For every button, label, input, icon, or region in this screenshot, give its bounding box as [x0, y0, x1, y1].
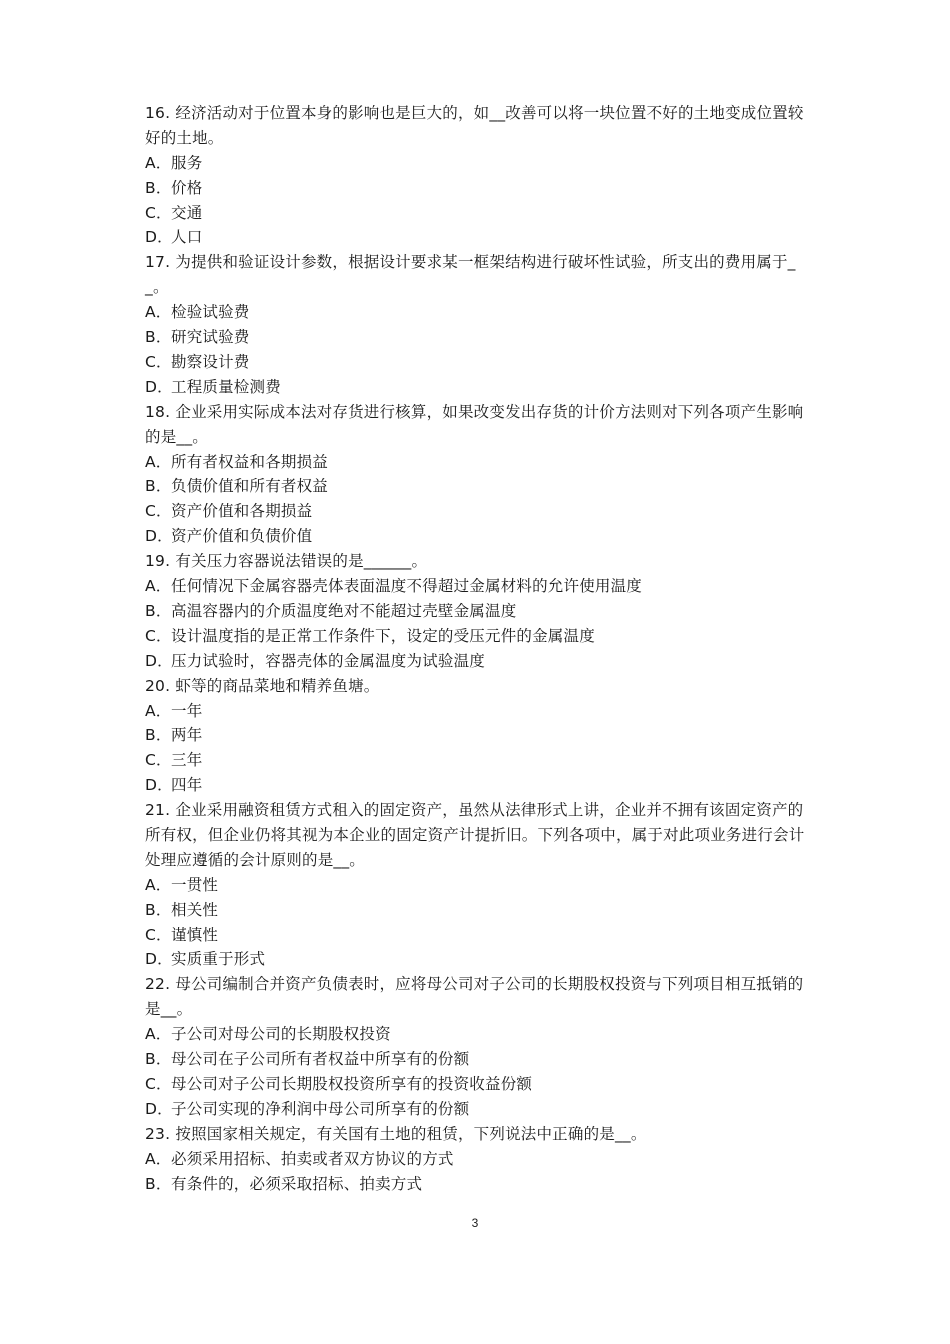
question-23-option-b — [145, 1172, 817, 1197]
option-text: 检验试验费 — [171, 303, 250, 322]
option-letter: A． — [145, 153, 172, 172]
option-letter: A． — [145, 303, 172, 322]
question-18-text: 18. 企业采用实际成本法对存货进行核算，如果改变发出存货的计价方法则对下列各项产生影响的是__。 — [145, 402, 804, 446]
question-22-option-a — [145, 1022, 817, 1047]
option-text: 任何情况下金属容器壳体表面温度不得超过金属材料的允许使用温度 — [171, 577, 643, 596]
question-22-option-c — [145, 1072, 817, 1097]
option-text: 设计温度指的是正常工作条件下，设定的受压元件的金属温度 — [171, 626, 595, 645]
question-18-option-a — [145, 450, 817, 475]
option-letter: B． — [145, 1050, 172, 1069]
option-text: 子公司实现的净利润中母公司所享有的份额 — [171, 1099, 470, 1118]
option-text: 人口 — [171, 228, 203, 247]
question-23-text: 23. 按照国家相关规定，有关国有土地的租赁，下列说法中正确的是__。 — [145, 1124, 647, 1143]
option-text: 资产价值和负债价值 — [171, 527, 313, 546]
option-text: 价格 — [171, 178, 203, 197]
option-letter: C． — [145, 751, 172, 770]
question-21-option-a — [145, 873, 817, 898]
question-21-option-b — [145, 898, 817, 923]
question-17-text: 17. 为提供和验证设计参数，根据设计要求某一框架结构进行破坏性试验，所支出的费用属于__。 — [145, 253, 796, 297]
question-17-option-b — [145, 325, 817, 350]
option-letter: C． — [145, 352, 172, 371]
option-letter: A． — [145, 1149, 172, 1168]
option-text: 两年 — [171, 726, 203, 745]
option-text: 子公司对母公司的长期股权投资 — [171, 1025, 391, 1044]
option-text: 母公司在子公司所有者权益中所享有的份额 — [171, 1050, 470, 1069]
question-16-text: 16. 经济活动对于位置本身的影响也是巨大的，如__改善可以将一块位置不好的土地变成位置较好的土地。 — [145, 104, 804, 147]
option-text: 三年 — [171, 751, 203, 770]
question-18-option-d — [145, 524, 817, 549]
question-19-option-b — [145, 599, 817, 624]
option-letter: D． — [145, 776, 173, 795]
page-number: 3 — [471, 1216, 479, 1230]
question-19-option-d — [145, 649, 817, 674]
question-20-text: 20. 虾等的商品菜地和精养鱼塘。 — [145, 676, 380, 695]
question-19-option-c — [145, 624, 817, 649]
option-text: 所有者权益和各期损益 — [171, 452, 329, 471]
option-text: 相关性 — [171, 900, 219, 919]
option-letter: A． — [145, 875, 172, 894]
option-letter: C． — [145, 1074, 172, 1093]
option-text: 必须采用招标、拍卖或者双方协议的方式 — [171, 1149, 454, 1168]
option-text: 勘察设计费 — [171, 352, 250, 371]
option-letter: D． — [145, 527, 173, 546]
option-text: 有条件的，必须采取招标、拍卖方式 — [171, 1174, 423, 1193]
option-text: 资产价值和各期损益 — [171, 502, 313, 521]
option-letter: A． — [145, 701, 172, 720]
option-letter: D． — [145, 950, 173, 969]
question-22-text: 22. 母公司编制合并资产负债表时，应将母公司对子公司的长期股权投资与下列项目相互抵销的是__。 — [145, 975, 804, 1019]
question-21-option-c — [145, 923, 817, 948]
question-19-option-a — [145, 574, 817, 599]
question-22-option-d — [145, 1097, 817, 1122]
question-17-option-c — [145, 350, 817, 375]
option-letter: B． — [145, 1174, 172, 1193]
question-19-text: 19. 有关压力容器说法错误的是______。 — [145, 552, 428, 571]
option-text: 实质重于形式 — [171, 950, 266, 969]
option-letter: D． — [145, 377, 173, 396]
question-22-option-b — [145, 1047, 817, 1072]
option-letter: B． — [145, 328, 172, 347]
option-letter: C． — [145, 925, 172, 944]
option-letter: A． — [145, 1025, 172, 1044]
option-letter: A． — [145, 452, 172, 471]
option-text: 高温容器内的介质温度绝对不能超过壳壁金属温度 — [171, 601, 517, 620]
option-letter: C． — [145, 203, 172, 222]
option-text: 一贯性 — [171, 875, 219, 894]
option-letter: B． — [145, 726, 172, 745]
question-17-option-a — [145, 300, 817, 325]
option-text: 压力试验时，容器壳体的金属温度为试验温度 — [171, 651, 486, 670]
option-letter: C． — [145, 626, 172, 645]
option-text: 服务 — [171, 153, 203, 172]
question-23-option-a — [145, 1147, 817, 1172]
option-letter: D． — [145, 1099, 173, 1118]
question-18-option-b — [145, 474, 817, 499]
option-text: 谨慎性 — [171, 925, 219, 944]
option-letter: B． — [145, 477, 172, 496]
question-20-option-d — [145, 773, 817, 798]
option-letter: D． — [145, 228, 173, 247]
option-text: 四年 — [171, 776, 203, 795]
question-16-option-b — [145, 176, 817, 201]
option-text: 母公司对子公司长期股权投资所享有的投资收益份额 — [171, 1074, 533, 1093]
option-text: 一年 — [171, 701, 203, 720]
question-21-text: 21. 企业采用融资租赁方式租入的固定资产，虽然从法律形式上讲，企业并不拥有该固定资产的所有权，但企业仍将其视为本企业的固定资产计提折旧。下列各项中，属于对此项业务进行会计处理应遵循的会计原则的是__。 — [145, 801, 805, 869]
option-letter: B． — [145, 178, 172, 197]
option-text: 工程质量检测费 — [171, 377, 281, 396]
option-letter: B． — [145, 900, 172, 919]
option-text: 交通 — [171, 203, 203, 222]
option-letter: B． — [145, 601, 172, 620]
question-20-option-a — [145, 699, 817, 724]
option-text: 负债价值和所有者权益 — [171, 477, 329, 496]
option-letter: D． — [145, 651, 173, 670]
question-21-option-d — [145, 947, 817, 972]
question-16-option-a — [145, 151, 817, 176]
question-16-option-c — [145, 201, 817, 226]
question-17-option-d — [145, 375, 817, 400]
option-text: 研究试验费 — [171, 328, 250, 347]
question-20-option-b — [145, 723, 817, 748]
question-18-option-c — [145, 499, 817, 524]
question-16-option-d — [145, 225, 817, 250]
question-20-option-c — [145, 748, 817, 773]
question-list — [145, 101, 817, 1196]
option-letter: C． — [145, 502, 172, 521]
option-letter: A． — [145, 577, 172, 596]
